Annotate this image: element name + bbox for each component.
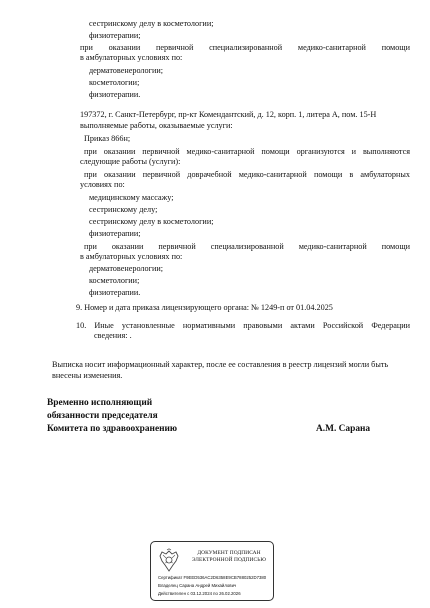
stamp-owner: Владелец Сарана Андрей Михайлович — [158, 583, 237, 588]
e-signature-stamp — [150, 541, 274, 601]
top-line-5: косметологии; — [89, 78, 140, 87]
works-label: выполняемые работы, оказываемые услуги: — [80, 121, 233, 130]
item-nursing-cosmetology: сестринскому делу в косметологии; — [89, 217, 214, 226]
item-physio: физиотерапии; — [89, 229, 141, 238]
top-line-3a — [80, 43, 410, 53]
item-10-a — [76, 321, 410, 331]
spec-line-a — [84, 242, 410, 252]
word: 10. — [76, 321, 87, 330]
notice-line-b: внесены изменения. — [52, 371, 123, 380]
signatory-title-3: Комитета по здравоохранению — [47, 424, 178, 434]
order-line: Приказ 866н; — [84, 134, 131, 143]
word: и — [351, 147, 357, 156]
doc-line-b: условиях по: — [80, 180, 125, 189]
word: Российской — [322, 321, 364, 330]
primary-line-a — [84, 147, 410, 157]
item-massage: медицинскому массажу; — [89, 193, 174, 202]
word: актами — [290, 321, 315, 330]
stamp-header-line-2: ЭЛЕКТРОННОЙ ПОДПИСЬЮ — [191, 557, 267, 563]
word: при — [84, 242, 97, 251]
spec-cosmetology: косметологии; — [89, 276, 140, 285]
top-line-1: сестринскому делу в косметологии; — [89, 19, 214, 28]
stamp-validity: Действителен с 03.12.2024 по 26.02.2026 — [158, 591, 241, 596]
word: в — [349, 170, 354, 179]
word: медико-санитарной — [297, 43, 366, 52]
word: организуются — [296, 147, 345, 156]
word: первичной — [142, 170, 181, 179]
word: доврачебной — [187, 170, 232, 179]
signatory-name: А.М. Сарана — [316, 424, 371, 434]
word: медико-санитарной — [298, 242, 367, 251]
item-9: 9. Номер и дата приказа лицензирующего органа: № 1249-п от 01.04.2025 — [76, 303, 333, 312]
word: медико-санитарной — [238, 170, 307, 179]
spec-derma: дерматовенерологии; — [89, 264, 164, 273]
top-line-6: физиотерапии. — [89, 90, 141, 99]
word: первичной — [142, 147, 180, 156]
item-10-b: сведения: . — [94, 331, 132, 340]
word: установленные — [121, 321, 175, 330]
signatory-title-1: Временно исполняющий — [47, 398, 153, 408]
stamp-header — [187, 550, 271, 564]
notice-line-a: Выписка носит информационный характер, после ее составления в реестр лицензий могли быть — [52, 360, 389, 369]
word: нормативными — [182, 321, 236, 330]
top-line-4: дерматовенерологии; — [89, 66, 164, 75]
word: правовыми — [243, 321, 283, 330]
address-line: 197372, г. Санкт-Петербург, пр-кт Комендантский, д. 12, корп. 1, литера А, пом. 15-Н — [80, 110, 377, 119]
word: первичной — [156, 43, 194, 52]
word: помощи — [261, 147, 290, 156]
word: Федерации — [371, 321, 410, 330]
word: помощи — [313, 170, 343, 179]
word: оказании — [104, 170, 136, 179]
word: при — [84, 147, 97, 156]
doc-line-a — [84, 170, 410, 180]
coat-of-arms-icon — [157, 548, 181, 574]
primary-line-b: следующие работы (услуги): — [80, 157, 181, 166]
spec-line-b: в амбулаторных условиях по: — [80, 252, 183, 261]
word: при — [84, 170, 97, 179]
stamp-certificate: Сертификат F9EED536AC2D6358E9CB7880252D7380 — [158, 575, 267, 580]
top-line-3b: в амбулаторных условиях по: — [80, 53, 183, 62]
top-line-2: физиотерапии; — [89, 31, 141, 40]
word: помощи — [381, 242, 410, 251]
spec-physio: физиотерапии. — [89, 288, 141, 297]
word: специализированной — [209, 43, 283, 52]
word: выполняются — [362, 147, 410, 156]
word: оказании — [108, 43, 141, 52]
word: Иные — [94, 321, 114, 330]
word: амбулаторных — [360, 170, 410, 179]
item-nursing: сестринскому делу; — [89, 205, 158, 214]
word: при — [80, 43, 93, 52]
word: оказании — [111, 242, 144, 251]
signatory-title-2: обязанности председателя — [47, 411, 158, 421]
word: медико-санитарной — [186, 147, 255, 156]
word: оказании — [103, 147, 136, 156]
word: первичной — [158, 242, 196, 251]
word: специализированной — [210, 242, 284, 251]
stamp-header-line-1: ДОКУМЕНТ ПОДПИСАН — [197, 550, 261, 556]
word: помощи — [381, 43, 410, 52]
